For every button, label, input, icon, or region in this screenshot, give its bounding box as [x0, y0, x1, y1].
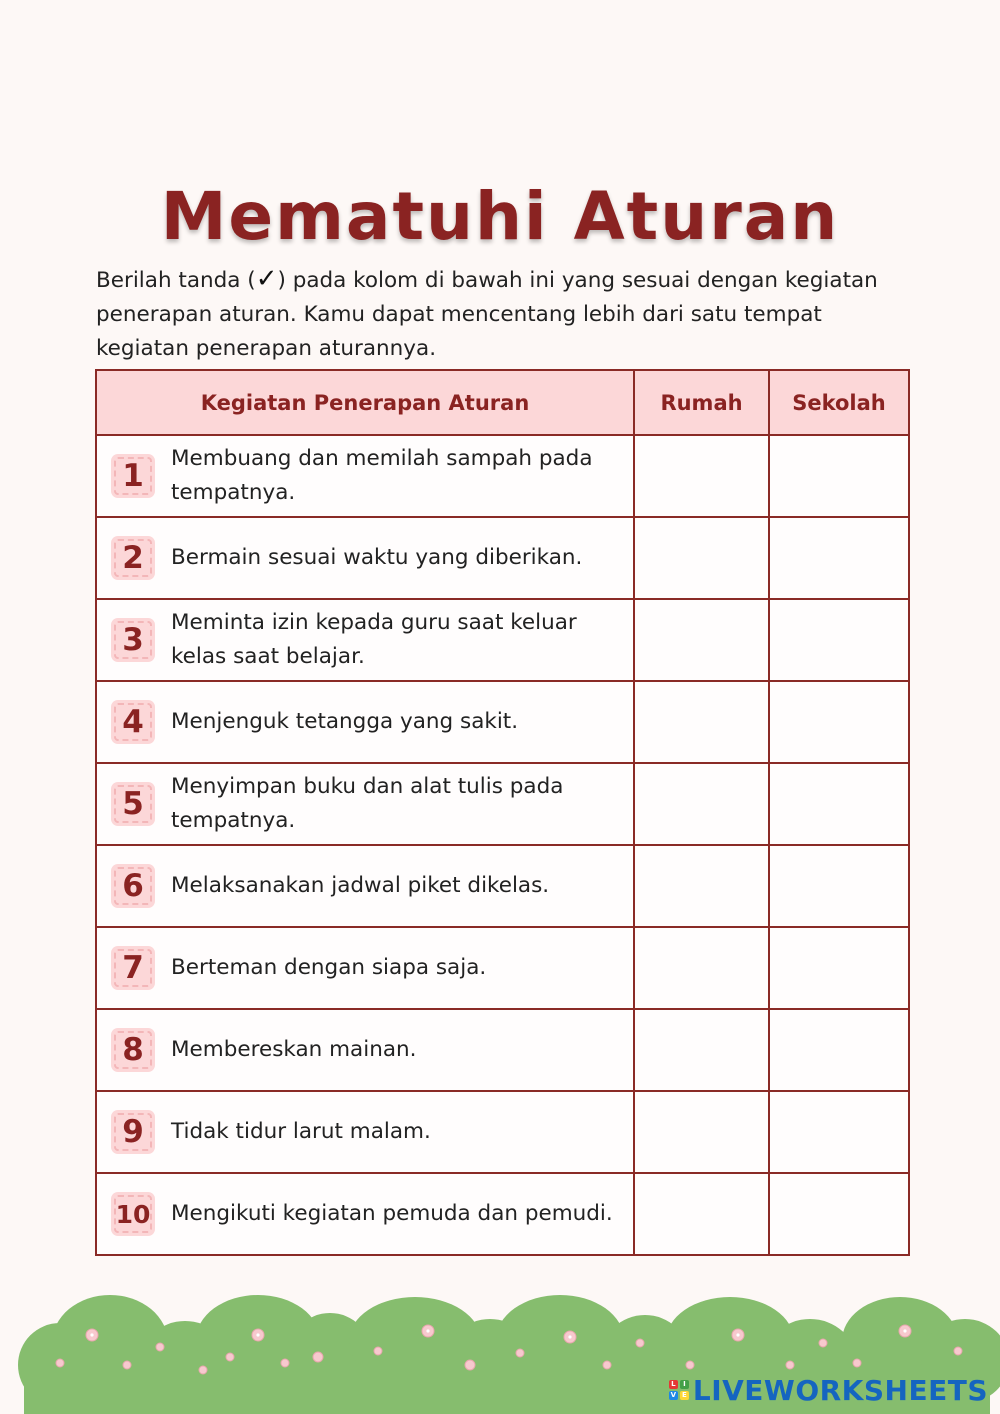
activity-cell	[96, 517, 634, 599]
sekolah-check-cell[interactable]	[769, 1173, 909, 1255]
table-row	[96, 927, 909, 1009]
sekolah-check-cell[interactable]	[769, 681, 909, 763]
activity-text: Membuang dan memilah sampah pada tempatnya.	[171, 446, 593, 505]
liveworksheets-logo-icon	[669, 1380, 689, 1400]
sekolah-check-cell[interactable]	[769, 517, 909, 599]
activity-text: Bermain sesuai waktu yang diberikan.	[171, 545, 583, 570]
rumah-check-cell[interactable]	[634, 1173, 769, 1255]
logo-letter: L	[669, 1380, 678, 1389]
activity-text: Meminta izin kepada guru saat keluar kelas saat belajar.	[171, 610, 577, 669]
table-row	[96, 763, 909, 845]
instruction-text	[96, 262, 896, 366]
rumah-check-cell[interactable]	[634, 1091, 769, 1173]
sekolah-check-cell[interactable]	[769, 599, 909, 681]
table-row	[96, 845, 909, 927]
logo-letter: E	[680, 1391, 689, 1400]
activity-text: Menjenguk tetangga yang sakit.	[171, 709, 519, 734]
liveworksheets-watermark	[669, 1374, 988, 1406]
table-row	[96, 681, 909, 763]
instruction-after: ) pada kolom di bawah ini yang sesuai dengan kegiatan penerapan aturan. Kamu dapat mencentang lebih dari satu tempat kegiatan penerapan aturannya.	[96, 268, 878, 361]
row-number-badge: 10	[111, 1192, 155, 1236]
logo-letter: I	[680, 1380, 689, 1389]
logo-letter: V	[670, 1391, 677, 1399]
check-mark-icon: ✓	[255, 264, 278, 294]
row-number-badge: 7	[111, 946, 155, 990]
activity-cell	[96, 681, 634, 763]
row-number-badge: 9	[111, 1110, 155, 1154]
header-sekolah: Sekolah	[769, 370, 909, 435]
rumah-check-cell[interactable]	[634, 599, 769, 681]
activity-cell	[96, 845, 634, 927]
watermark-text: LIVEWORKSHEETS	[692, 1373, 988, 1407]
sekolah-check-cell[interactable]	[769, 845, 909, 927]
header-rumah: Rumah	[634, 370, 769, 435]
row-number-badge: 5	[111, 782, 155, 826]
table-row	[96, 1173, 909, 1255]
sekolah-check-cell[interactable]	[769, 927, 909, 1009]
sekolah-check-cell[interactable]	[769, 1091, 909, 1173]
row-number-badge: 2	[111, 536, 155, 580]
activity-text: Tidak tidur larut malam.	[171, 1119, 431, 1144]
page-title: Mematuhi Aturan	[160, 178, 840, 255]
activity-cell	[96, 763, 634, 845]
rumah-check-cell[interactable]	[634, 845, 769, 927]
row-number-badge: 6	[111, 864, 155, 908]
activity-cell	[96, 1173, 634, 1255]
table-row	[96, 517, 909, 599]
table-row	[96, 599, 909, 681]
activity-cell	[96, 1091, 634, 1173]
rumah-check-cell[interactable]	[634, 517, 769, 599]
row-number-badge: 4	[111, 700, 155, 744]
activity-cell	[96, 927, 634, 1009]
rumah-check-cell[interactable]	[634, 435, 769, 517]
sekolah-check-cell[interactable]	[769, 1009, 909, 1091]
activity-text: Membereskan mainan.	[171, 1037, 417, 1062]
rumah-check-cell[interactable]	[634, 927, 769, 1009]
rumah-check-cell[interactable]	[634, 681, 769, 763]
rumah-check-cell[interactable]	[634, 1009, 769, 1091]
row-number-badge: 3	[111, 618, 155, 662]
activity-text: Berteman dengan siapa saja.	[171, 955, 487, 980]
sekolah-check-cell[interactable]	[769, 435, 909, 517]
table-row	[96, 1091, 909, 1173]
table-row	[96, 1009, 909, 1091]
sekolah-check-cell[interactable]	[769, 763, 909, 845]
activity-text: Mengikuti kegiatan pemuda dan pemudi.	[171, 1201, 613, 1226]
activity-cell	[96, 599, 634, 681]
activity-cell	[96, 435, 634, 517]
activity-text: Menyimpan buku dan alat tulis pada tempatnya.	[171, 774, 564, 833]
activity-text: Melaksanakan jadwal piket dikelas.	[171, 873, 550, 898]
header-activity: Kegiatan Penerapan Aturan	[96, 370, 634, 435]
instruction-before: Berilah tanda (	[96, 268, 256, 293]
activity-cell	[96, 1009, 634, 1091]
rumah-check-cell[interactable]	[634, 763, 769, 845]
activity-table	[95, 369, 910, 1256]
table-header-row	[96, 370, 909, 435]
table-row	[96, 435, 909, 517]
row-number-badge: 1	[111, 454, 155, 498]
row-number-badge: 8	[111, 1028, 155, 1072]
